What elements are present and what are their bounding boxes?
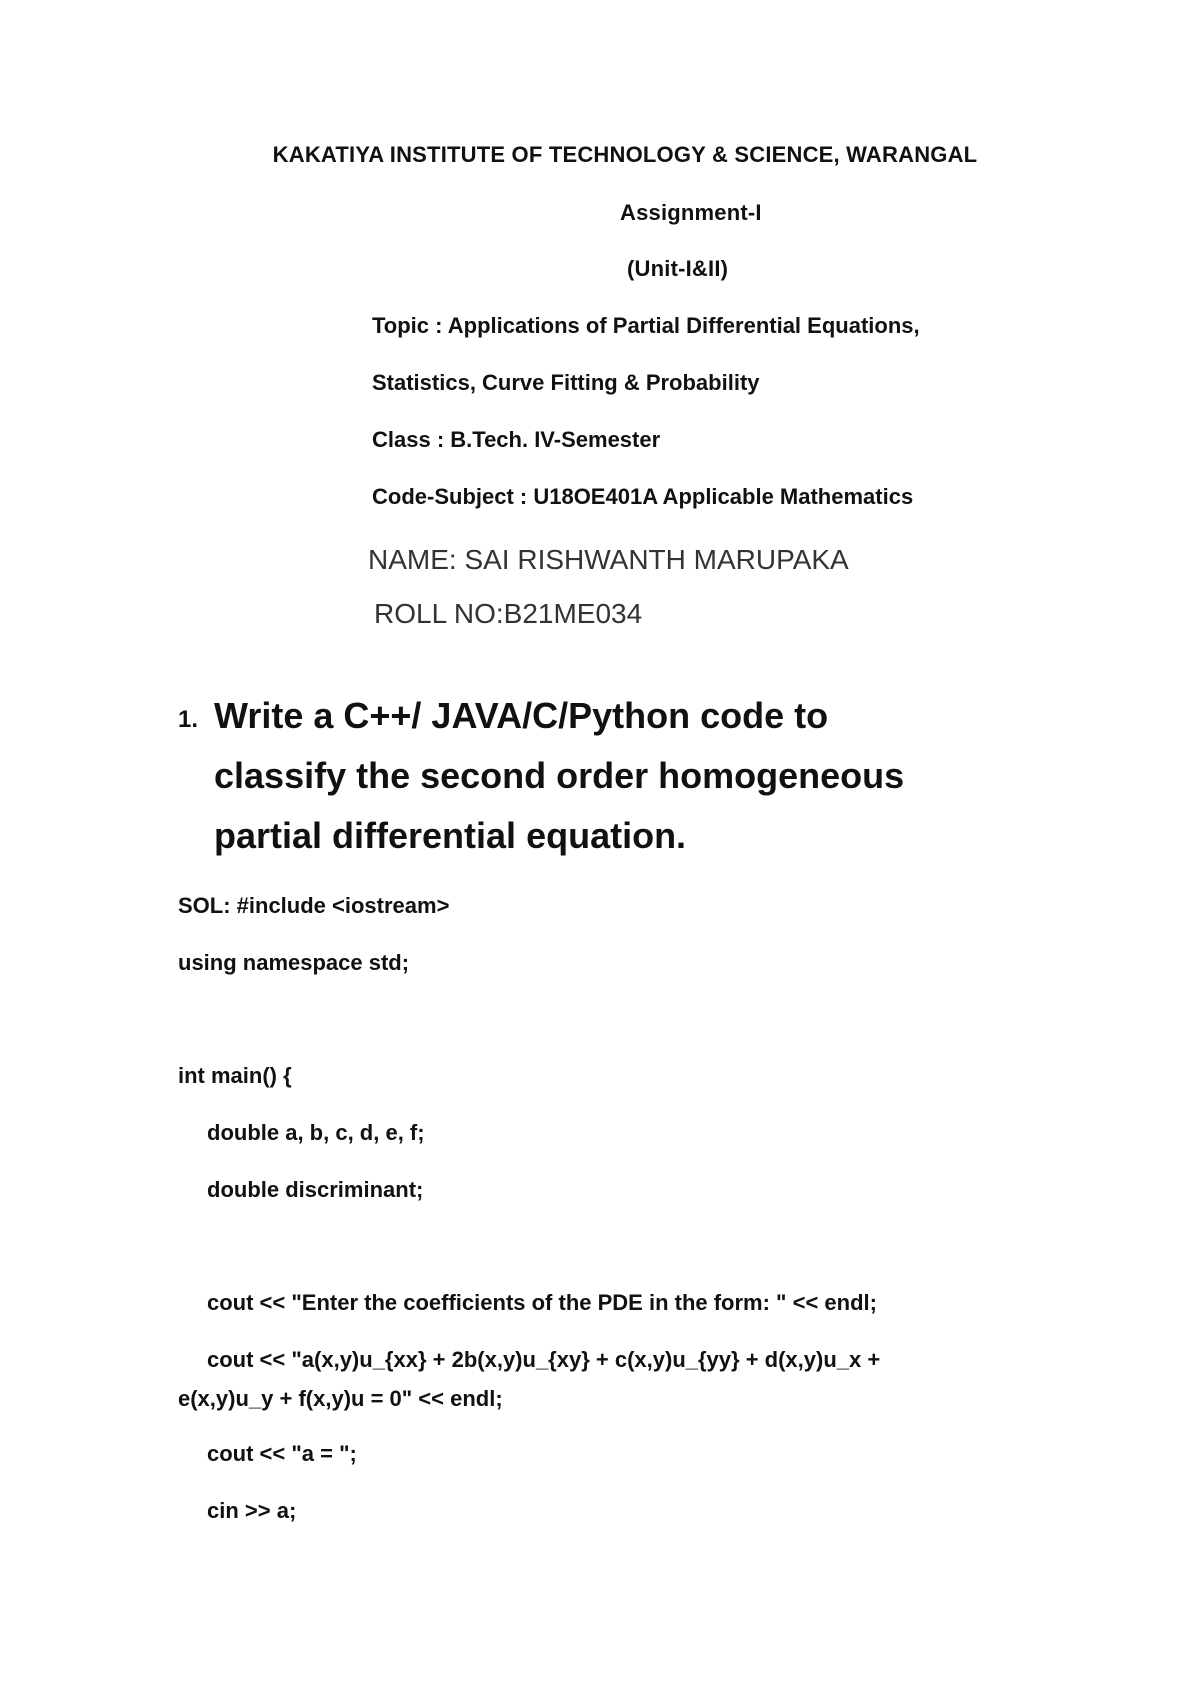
topic-line-2: Statistics, Curve Fitting & Probability [372,370,760,395]
question-number: 1. [178,706,199,733]
question-line: classify the second order homogeneous [214,755,905,796]
code-line: double a, b, c, d, e, f; [207,1120,425,1145]
assignment-title: Assignment-I [620,200,762,225]
code-line: using namespace std; [178,950,410,975]
code-line: int main() { [178,1063,292,1088]
code-subject-line: Code-Subject : U18OE401A Applicable Mathematics [372,484,914,509]
question-line: partial differential equation. [214,815,687,856]
code-line: cout << "a(x,y)u_{xx} + 2b(x,y)u_{xy} + c(x,y)u_{yy} + d(x,y)u_x + [207,1347,881,1372]
code-line: double discriminant; [207,1177,424,1202]
question-line: Write a C++/ JAVA/C/Python code to [214,695,829,736]
code-line: cout << "Enter the coefficients of the PDE in the form: " << endl; [207,1290,877,1315]
code-line: SOL: #include <iostream> [178,893,450,918]
question-text [214,686,1054,866]
institute-title: KAKATIYA INSTITUTE OF TECHNOLOGY & SCIENCE, WARANGAL [272,142,978,167]
unit-title: (Unit-I&II) [627,256,729,281]
student-name: NAME: SAI RISHWANTH MARUPAKA [368,544,849,575]
student-roll: ROLL NO:B21ME034 [374,598,643,629]
code-line: cout << "a = "; [207,1441,357,1466]
class-line: Class : B.Tech. IV-Semester [372,427,661,452]
topic-line-1: Topic : Applications of Partial Differential Equations, [372,313,920,338]
code-line: e(x,y)u_y + f(x,y)u = 0" << endl; [178,1386,503,1411]
code-line: cin >> a; [207,1498,297,1523]
